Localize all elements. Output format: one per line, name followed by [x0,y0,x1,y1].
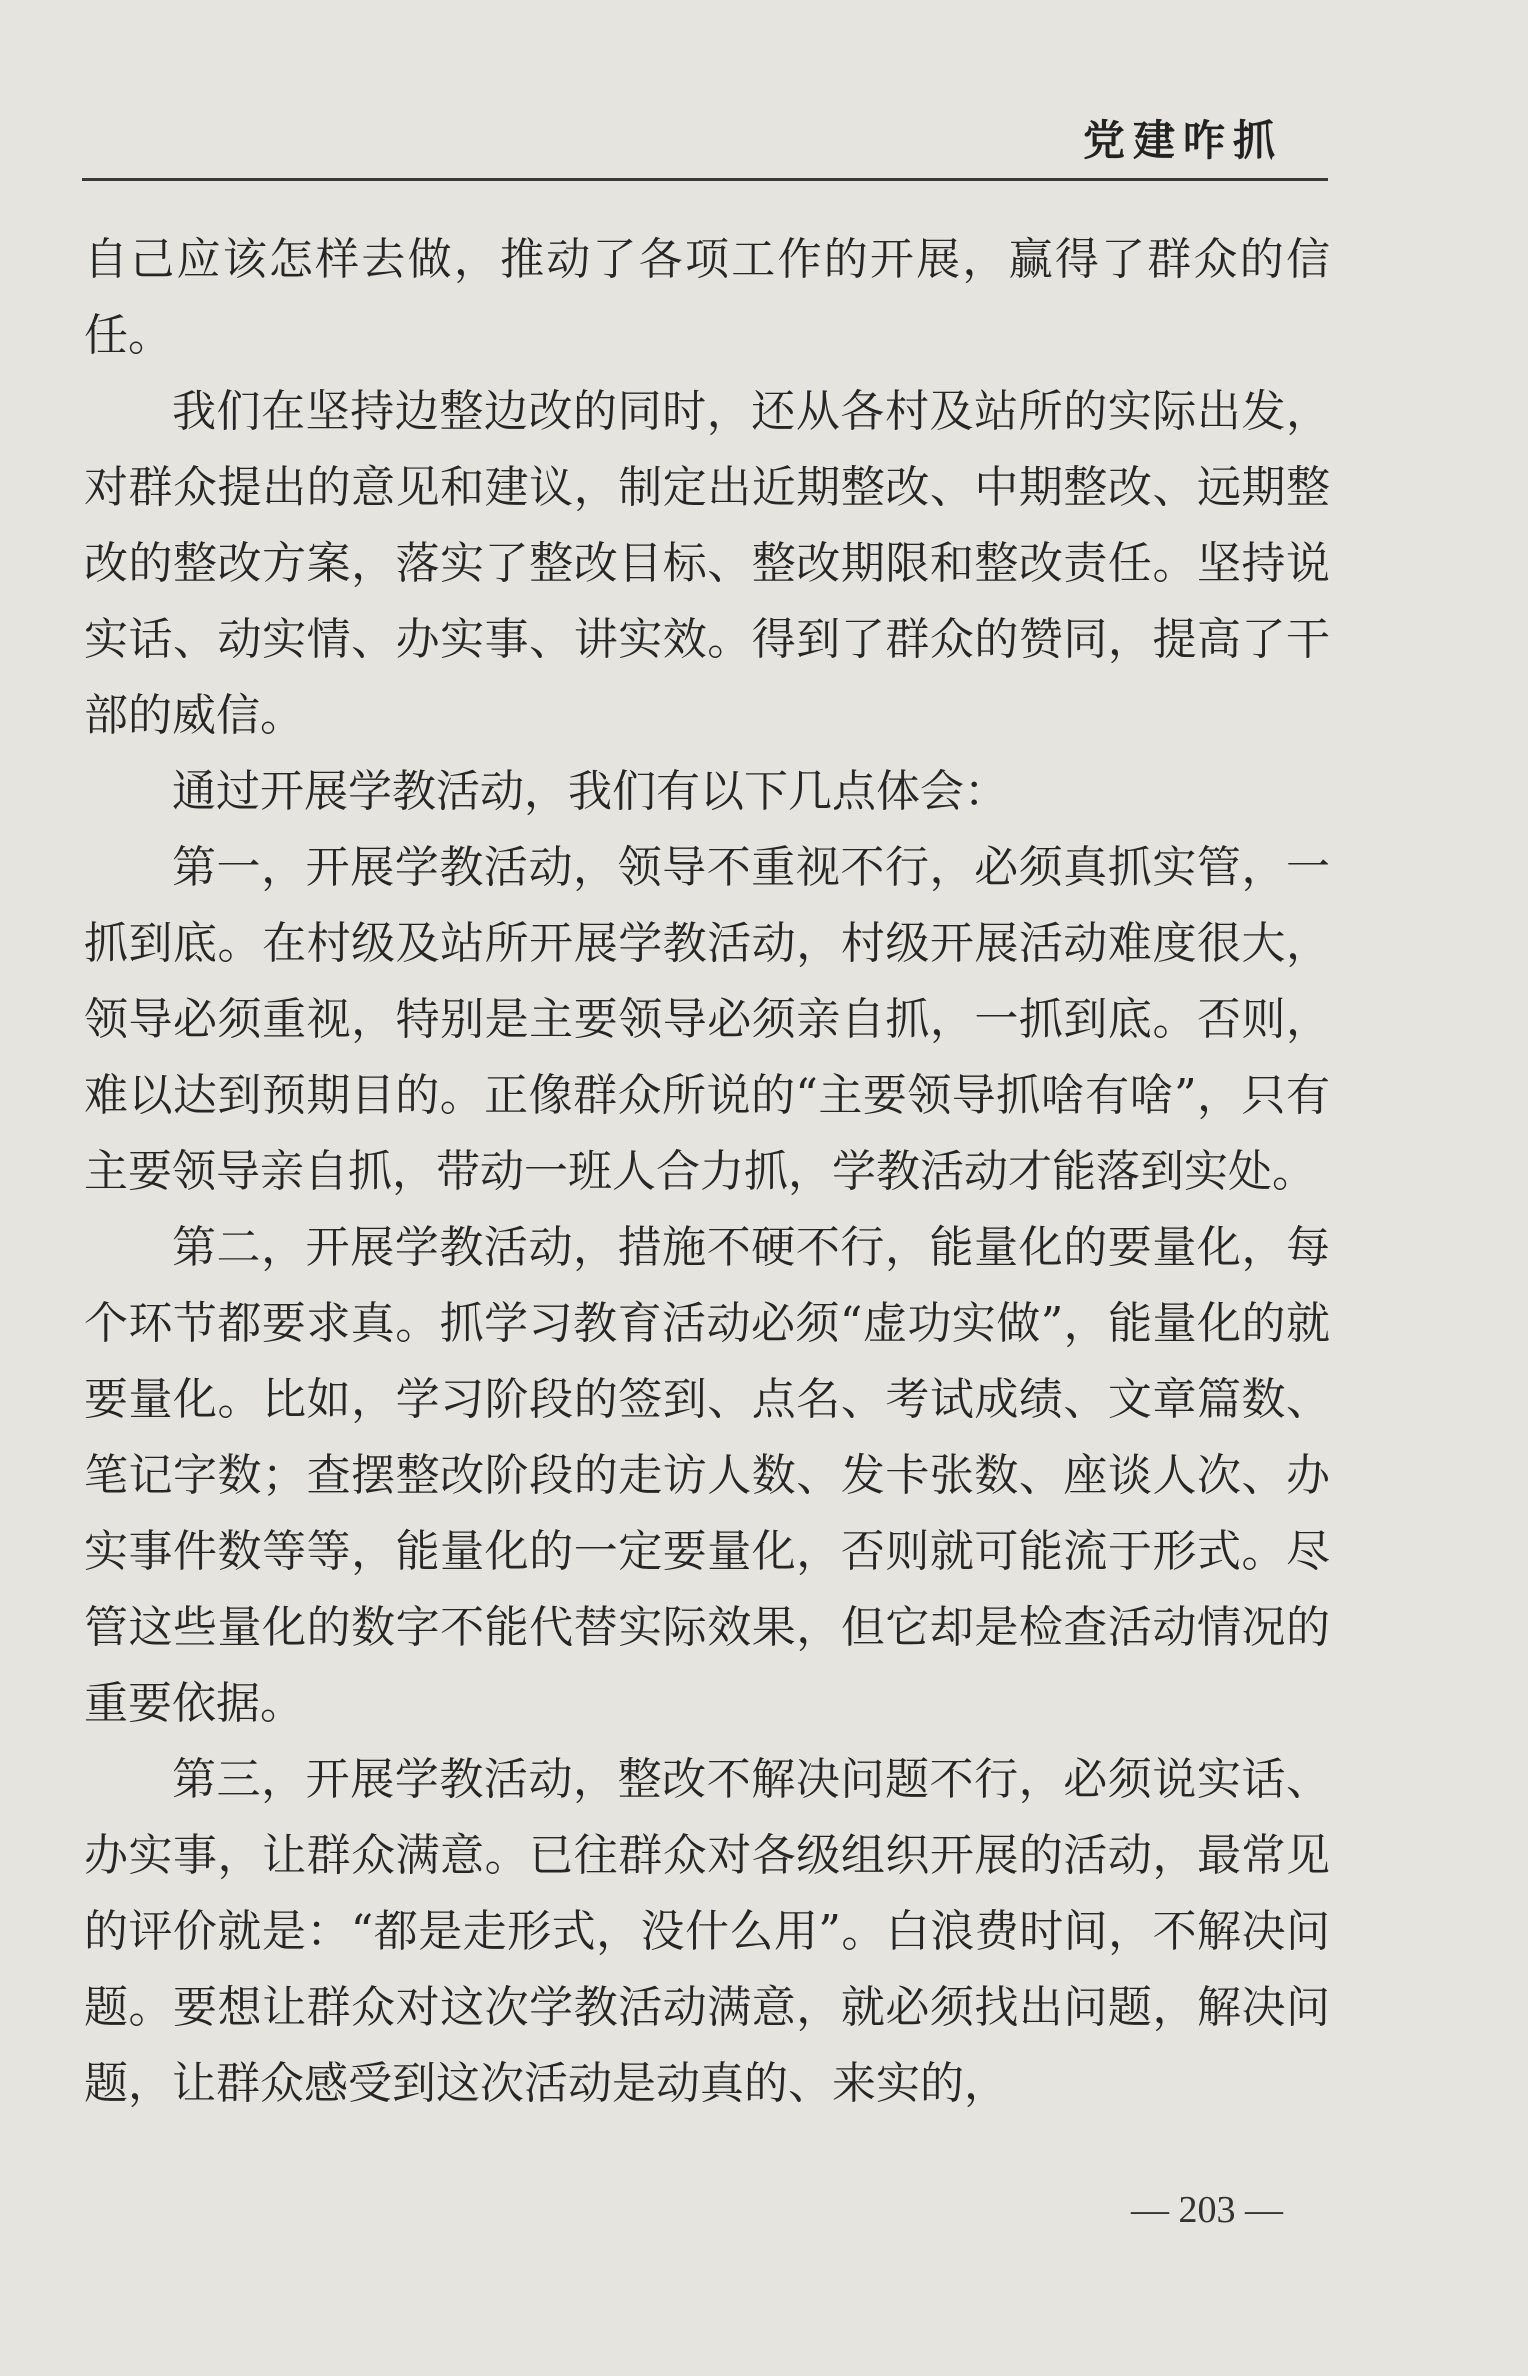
paragraph-lessons-intro: 通过开展学教活动，我们有以下几点体会： [172,766,1008,817]
paragraph-lesson-two: 第二，开展学教活动，措施不硬不行，能量化的要量化，每个环节都要求真。抓学习教育活动必须“虚功实做”，能量化的就要量化。比如，学习阶段的签到、点名、考试成绩、文章篇数、笔记字数；查摆整改阶段的走访人数、发卡张数、座谈人次、办实事件数等等，能量化的一定要量化，否则就可能流于形式。尽管这些量化的数字不能代替实际效果，但它却是检查活动情况的重要依据。 [84,1222,1330,1729]
body-text [84,222,1330,2122]
paragraph-rectification: 我们在坚持边整边改的同时，还从各村及站所的实际出发，对群众提出的意见和建议，制定出近期整改、中期整改、远期整改的整改方案，落实了整改目标、整改期限和整改责任。坚持说实话、动实情、办实事、讲实效。得到了群众的赞同，提高了干部的威信。 [84,386,1330,741]
paragraph-lesson-one: 第一，开展学教活动，领导不重视不行，必须真抓实管，一抓到底。在村级及站所开展学教活动，村级开展活动难度很大，领导必须重视，特别是主要领导必须亲自抓，一抓到底。否则，难以达到预期目的。正像群众所说的“主要领导抓啥有啥”，只有主要领导亲自抓，带动一班人合力抓，学教活动才能落到实处。 [84,842,1330,1197]
paragraph-lesson-three: 第三，开展学教活动，整改不解决问题不行，必须说实话、办实事，让群众满意。已往群众对各级组织开展的活动，最常见的评价就是：“都是走形式，没什么用”。白浪费时间，不解决问题。要想让群众对这次学教活动满意，就必须找出问题，解决问题，让群众感受到这次活动是动真的、来实的， [84,1754,1330,2109]
header-rule [82,178,1328,181]
page-number: — 203 — [1131,2189,1283,2231]
paragraph-continued: 自己应该怎样去做，推动了各项工作的开展，赢得了群众的信任。 [84,234,1330,361]
running-title: 党建咋抓 [1082,116,1283,165]
